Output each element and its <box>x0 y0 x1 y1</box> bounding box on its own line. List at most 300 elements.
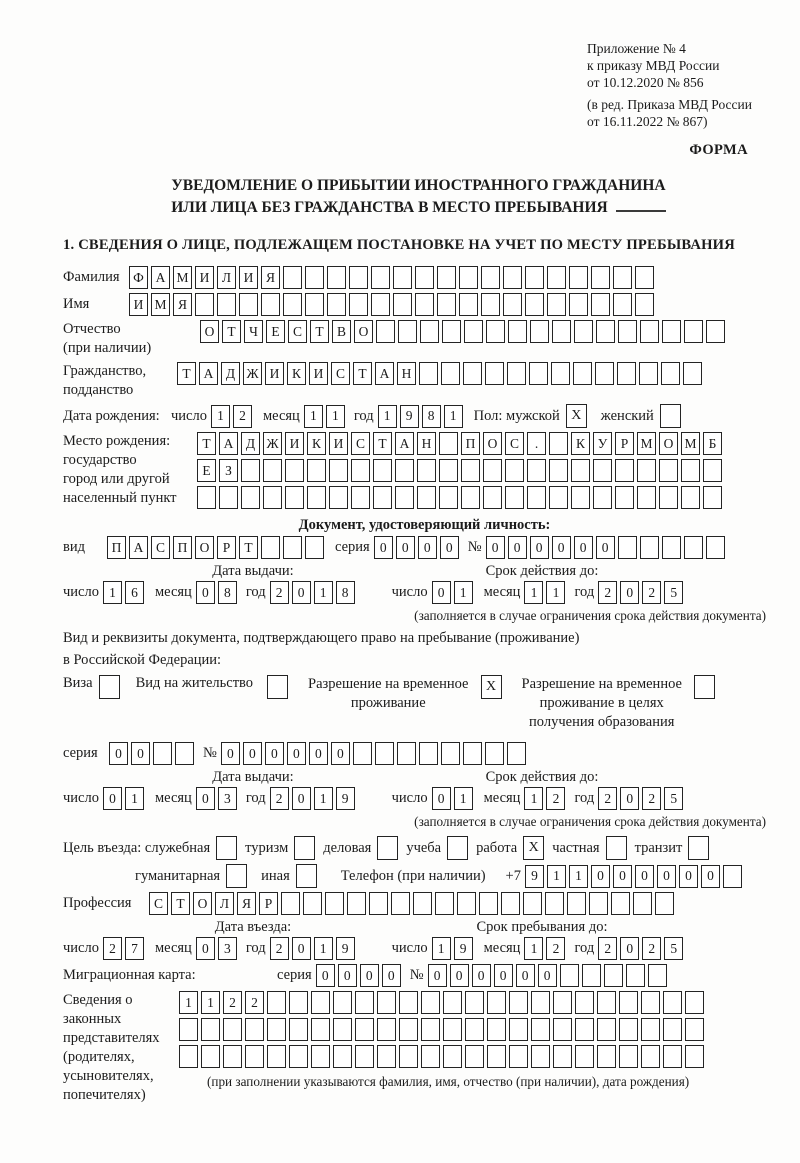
birth-place-cells-row2-cell[interactable]: Е <box>197 459 216 482</box>
profession-cells-cell[interactable] <box>435 892 454 915</box>
stay-until-day-cells-cell[interactable]: 1 <box>432 937 451 960</box>
profession-cells-cell[interactable]: Л <box>215 892 234 915</box>
given-name-cells-cell[interactable]: И <box>129 293 148 316</box>
profession-cells-cell[interactable] <box>567 892 586 915</box>
doc-validity-year-cells-cell[interactable]: 0 <box>620 581 639 604</box>
legal-representatives-cells-row2-cell[interactable] <box>641 1018 660 1041</box>
birth-place-cells-row2-cell[interactable] <box>637 459 656 482</box>
temp-residence-education-checkbox[interactable] <box>694 675 715 699</box>
birth-place-cells-row1-cell[interactable]: Т <box>373 432 392 455</box>
birth-place-cells-row1-cell[interactable]: О <box>659 432 678 455</box>
legal-representatives-cells-row2-cell[interactable] <box>509 1018 528 1041</box>
permit-issue-year-cells-cell[interactable]: 9 <box>336 787 355 810</box>
entry-year-cells-cell[interactable]: 9 <box>336 937 355 960</box>
patronymic-cells-cell[interactable] <box>596 320 615 343</box>
surname-cells-cell[interactable] <box>437 266 456 289</box>
legal-representatives-cells-row1-cell[interactable] <box>597 991 616 1014</box>
given-name-cells-cell[interactable] <box>525 293 544 316</box>
doc-type-cells-cell[interactable] <box>283 536 302 559</box>
phone-cells-cell[interactable]: 1 <box>569 865 588 888</box>
doc-series-cells-cell[interactable]: 0 <box>440 536 459 559</box>
doc-type-cells-cell[interactable]: О <box>195 536 214 559</box>
birth-place-cells-row3-cell[interactable] <box>571 486 590 509</box>
profession-cells-cell[interactable]: С <box>149 892 168 915</box>
doc-issue-year-cells-cell[interactable]: 8 <box>336 581 355 604</box>
birth-place-cells-row1-cell[interactable]: К <box>307 432 326 455</box>
phone-cells-cell[interactable]: 0 <box>635 865 654 888</box>
citizenship-cells-cell[interactable] <box>507 362 526 385</box>
legal-representatives-cells-row1-cell[interactable]: 1 <box>179 991 198 1014</box>
citizenship-cells-cell[interactable] <box>441 362 460 385</box>
legal-representatives-cells-row1-cell[interactable] <box>399 991 418 1014</box>
surname-cells-cell[interactable] <box>349 266 368 289</box>
birth-place-cells-row2-cell[interactable] <box>593 459 612 482</box>
legal-representatives-cells-row2-cell[interactable] <box>421 1018 440 1041</box>
legal-representatives-cells-row2-cell[interactable] <box>245 1018 264 1041</box>
entry-month-cells-cell[interactable]: 0 <box>196 937 215 960</box>
purpose-humanitarian-checkbox[interactable] <box>226 864 247 888</box>
migration-number-cells-cell[interactable] <box>582 964 601 987</box>
legal-representatives-cells-row3-cell[interactable] <box>201 1045 220 1068</box>
birth-place-cells-row3-cell[interactable] <box>615 486 634 509</box>
surname-cells-cell[interactable] <box>503 266 522 289</box>
birth-place-cells-row3-cell[interactable] <box>593 486 612 509</box>
migration-number-cells-cell[interactable]: 0 <box>450 964 469 987</box>
birth-place-cells-row2-cell[interactable] <box>615 459 634 482</box>
profession-cells-cell[interactable]: Я <box>237 892 256 915</box>
doc-number-cells-cell[interactable] <box>706 536 725 559</box>
profession-cells-cell[interactable] <box>479 892 498 915</box>
profession-cells-cell[interactable] <box>611 892 630 915</box>
birth-place-cells-row2-cell[interactable] <box>549 459 568 482</box>
migration-number-cells-cell[interactable]: 0 <box>516 964 535 987</box>
permit-number-cells-cell[interactable]: 0 <box>243 742 262 765</box>
doc-issue-day-cells-cell[interactable]: 1 <box>103 581 122 604</box>
profession-cells-cell[interactable] <box>281 892 300 915</box>
citizenship-cells-cell[interactable] <box>683 362 702 385</box>
patronymic-cells-cell[interactable] <box>376 320 395 343</box>
permit-validity-month-cells-cell[interactable]: 1 <box>524 787 543 810</box>
birth-place-cells-row3-cell[interactable] <box>483 486 502 509</box>
doc-type-cells-cell[interactable] <box>305 536 324 559</box>
entry-year-cells-cell[interactable]: 0 <box>292 937 311 960</box>
legal-representatives-cells-row1-cell[interactable] <box>443 991 462 1014</box>
legal-representatives-cells-row2-cell[interactable] <box>619 1018 638 1041</box>
permit-series-cells-cell[interactable]: 0 <box>109 742 128 765</box>
birth-place-cells-row2-cell[interactable] <box>307 459 326 482</box>
doc-issue-month-cells-cell[interactable]: 0 <box>196 581 215 604</box>
birth-place-cells-row3-cell[interactable] <box>681 486 700 509</box>
given-name-cells-cell[interactable] <box>239 293 258 316</box>
birth-place-cells-row3-cell[interactable] <box>527 486 546 509</box>
patronymic-cells-cell[interactable] <box>398 320 417 343</box>
patronymic-cells-cell[interactable]: В <box>332 320 351 343</box>
birth-year-cells-cell[interactable]: 1 <box>378 405 397 428</box>
legal-representatives-cells-row3-cell[interactable] <box>421 1045 440 1068</box>
patronymic-cells-cell[interactable] <box>618 320 637 343</box>
citizenship-cells-cell[interactable]: С <box>331 362 350 385</box>
surname-cells-cell[interactable] <box>305 266 324 289</box>
surname-cells-cell[interactable] <box>481 266 500 289</box>
legal-representatives-cells-row2-cell[interactable] <box>575 1018 594 1041</box>
purpose-tourism-checkbox[interactable] <box>294 836 315 860</box>
doc-validity-month-cells-cell[interactable]: 1 <box>546 581 565 604</box>
phone-cells-cell[interactable]: 0 <box>613 865 632 888</box>
permit-number-cells-cell[interactable]: 0 <box>331 742 350 765</box>
legal-representatives-cells-row2-cell[interactable] <box>267 1018 286 1041</box>
stay-until-day-cells-cell[interactable]: 9 <box>454 937 473 960</box>
permit-validity-year-cells-cell[interactable]: 5 <box>664 787 683 810</box>
doc-validity-day-cells-cell[interactable]: 0 <box>432 581 451 604</box>
permit-issue-month-cells-cell[interactable]: 0 <box>196 787 215 810</box>
surname-cells-cell[interactable] <box>459 266 478 289</box>
legal-representatives-cells-row3-cell[interactable] <box>223 1045 242 1068</box>
birth-place-cells-row1-cell[interactable]: А <box>395 432 414 455</box>
surname-cells-cell[interactable] <box>525 266 544 289</box>
birth-place-cells-row2-cell[interactable] <box>439 459 458 482</box>
patronymic-cells-cell[interactable] <box>530 320 549 343</box>
permit-number-cells-cell[interactable] <box>507 742 526 765</box>
surname-cells-cell[interactable] <box>393 266 412 289</box>
patronymic-cells-cell[interactable]: Т <box>310 320 329 343</box>
given-name-cells-cell[interactable] <box>283 293 302 316</box>
legal-representatives-cells-row3-cell[interactable] <box>333 1045 352 1068</box>
doc-validity-year-cells-cell[interactable]: 2 <box>642 581 661 604</box>
legal-representatives-cells-row3-cell[interactable] <box>377 1045 396 1068</box>
given-name-cells-cell[interactable] <box>635 293 654 316</box>
legal-representatives-cells-row2-cell[interactable] <box>399 1018 418 1041</box>
birth-place-cells-row1-cell[interactable]: У <box>593 432 612 455</box>
patronymic-cells-cell[interactable] <box>552 320 571 343</box>
birth-place-cells-row3-cell[interactable] <box>659 486 678 509</box>
birth-place-cells-row1-cell[interactable]: А <box>219 432 238 455</box>
migration-number-cells-cell[interactable] <box>560 964 579 987</box>
permit-number-cells-cell[interactable] <box>353 742 372 765</box>
legal-representatives-cells-row1-cell[interactable] <box>685 991 704 1014</box>
migration-series-cells-cell[interactable]: 0 <box>316 964 335 987</box>
citizenship-cells-cell[interactable] <box>595 362 614 385</box>
purpose-work-checkbox[interactable]: Х <box>523 836 544 860</box>
legal-representatives-cells-row2-cell[interactable] <box>443 1018 462 1041</box>
birth-place-cells-row1-cell[interactable]: О <box>483 432 502 455</box>
stay-until-year-cells-cell[interactable]: 2 <box>642 937 661 960</box>
permit-validity-day-cells-cell[interactable]: 1 <box>454 787 473 810</box>
permit-number-cells-cell[interactable]: 0 <box>221 742 240 765</box>
phone-cells-cell[interactable]: 0 <box>701 865 720 888</box>
legal-representatives-cells-row3-cell[interactable] <box>531 1045 550 1068</box>
birth-place-cells-row1-cell[interactable]: Ж <box>263 432 282 455</box>
doc-series-cells-cell[interactable]: 0 <box>396 536 415 559</box>
given-name-cells-cell[interactable] <box>415 293 434 316</box>
legal-representatives-cells-row3-cell[interactable] <box>245 1045 264 1068</box>
legal-representatives-cells-row1-cell[interactable]: 2 <box>245 991 264 1014</box>
migration-series-cells-cell[interactable]: 0 <box>338 964 357 987</box>
legal-representatives-cells-row3-cell[interactable] <box>619 1045 638 1068</box>
legal-representatives-cells-row2-cell[interactable] <box>223 1018 242 1041</box>
birth-place-cells-row1-cell[interactable]: П <box>461 432 480 455</box>
phone-cells-cell[interactable]: 0 <box>591 865 610 888</box>
permit-number-cells-cell[interactable] <box>441 742 460 765</box>
migration-number-cells-cell[interactable]: 0 <box>428 964 447 987</box>
legal-representatives-cells-row2-cell[interactable] <box>487 1018 506 1041</box>
citizenship-cells-cell[interactable] <box>529 362 548 385</box>
patronymic-cells-cell[interactable] <box>640 320 659 343</box>
citizenship-cells-cell[interactable]: Т <box>177 362 196 385</box>
legal-representatives-cells-row3-cell[interactable] <box>465 1045 484 1068</box>
temp-residence-checkbox[interactable]: Х <box>481 675 502 699</box>
birth-year-cells-cell[interactable]: 8 <box>422 405 441 428</box>
legal-representatives-cells-row2-cell[interactable] <box>289 1018 308 1041</box>
purpose-private-checkbox[interactable] <box>606 836 627 860</box>
birth-place-cells-row1-cell[interactable]: Н <box>417 432 436 455</box>
entry-year-cells-cell[interactable]: 2 <box>270 937 289 960</box>
legal-representatives-cells-row1-cell[interactable] <box>421 991 440 1014</box>
patronymic-cells-cell[interactable]: О <box>354 320 373 343</box>
doc-validity-year-cells-cell[interactable]: 5 <box>664 581 683 604</box>
birth-place-cells-row1-cell[interactable]: Д <box>241 432 260 455</box>
citizenship-cells-cell[interactable] <box>485 362 504 385</box>
profession-cells-cell[interactable] <box>589 892 608 915</box>
surname-cells-cell[interactable] <box>547 266 566 289</box>
citizenship-cells-cell[interactable] <box>661 362 680 385</box>
patronymic-cells-cell[interactable]: Ч <box>244 320 263 343</box>
surname-cells-cell[interactable]: Л <box>217 266 236 289</box>
doc-type-cells-cell[interactable]: П <box>107 536 126 559</box>
entry-year-cells-cell[interactable]: 1 <box>314 937 333 960</box>
citizenship-cells-cell[interactable]: А <box>375 362 394 385</box>
doc-number-cells-cell[interactable]: 0 <box>574 536 593 559</box>
permit-issue-day-cells-cell[interactable]: 1 <box>125 787 144 810</box>
surname-cells-cell[interactable] <box>591 266 610 289</box>
citizenship-cells-cell[interactable] <box>463 362 482 385</box>
given-name-cells-cell[interactable] <box>481 293 500 316</box>
legal-representatives-cells-row1-cell[interactable] <box>289 991 308 1014</box>
legal-representatives-cells-row3-cell[interactable] <box>509 1045 528 1068</box>
legal-representatives-cells-row1-cell[interactable] <box>487 991 506 1014</box>
permit-number-cells-cell[interactable] <box>375 742 394 765</box>
profession-cells-cell[interactable]: Т <box>171 892 190 915</box>
birth-place-cells-row2-cell[interactable] <box>527 459 546 482</box>
permit-number-cells-cell[interactable] <box>419 742 438 765</box>
birth-place-cells-row2-cell[interactable] <box>395 459 414 482</box>
patronymic-cells-cell[interactable] <box>464 320 483 343</box>
birth-place-cells-row1-cell[interactable]: И <box>285 432 304 455</box>
doc-number-cells-cell[interactable]: 0 <box>486 536 505 559</box>
doc-issue-year-cells-cell[interactable]: 1 <box>314 581 333 604</box>
given-name-cells-cell[interactable] <box>349 293 368 316</box>
patronymic-cells-cell[interactable] <box>706 320 725 343</box>
birth-place-cells-row3-cell[interactable] <box>373 486 392 509</box>
surname-cells-cell[interactable]: И <box>195 266 214 289</box>
surname-cells-cell[interactable]: И <box>239 266 258 289</box>
birth-place-cells-row2-cell[interactable] <box>263 459 282 482</box>
permit-series-cells-cell[interactable] <box>153 742 172 765</box>
legal-representatives-cells-row3-cell[interactable] <box>553 1045 572 1068</box>
permit-series-cells-cell[interactable] <box>175 742 194 765</box>
legal-representatives-cells-row1-cell[interactable] <box>311 991 330 1014</box>
surname-cells-cell[interactable] <box>569 266 588 289</box>
citizenship-cells-cell[interactable]: А <box>199 362 218 385</box>
birth-place-cells-row1-cell[interactable]: К <box>571 432 590 455</box>
legal-representatives-cells-row3-cell[interactable] <box>487 1045 506 1068</box>
migration-series-cells-cell[interactable]: 0 <box>360 964 379 987</box>
residence-permit-checkbox[interactable] <box>267 675 288 699</box>
doc-number-cells-cell[interactable] <box>618 536 637 559</box>
birth-place-cells-row3-cell[interactable] <box>307 486 326 509</box>
purpose-official-checkbox[interactable] <box>216 836 237 860</box>
migration-number-cells-cell[interactable]: 0 <box>472 964 491 987</box>
permit-number-cells-cell[interactable] <box>485 742 504 765</box>
permit-number-cells-cell[interactable] <box>463 742 482 765</box>
entry-day-cells-cell[interactable]: 7 <box>125 937 144 960</box>
surname-cells-cell[interactable]: А <box>151 266 170 289</box>
doc-validity-month-cells-cell[interactable]: 1 <box>524 581 543 604</box>
birth-place-cells-row1-cell[interactable]: И <box>329 432 348 455</box>
doc-number-cells-cell[interactable]: 0 <box>508 536 527 559</box>
gender-female-checkbox[interactable] <box>660 404 681 428</box>
legal-representatives-cells-row2-cell[interactable] <box>179 1018 198 1041</box>
legal-representatives-cells-row3-cell[interactable] <box>575 1045 594 1068</box>
legal-representatives-cells-row1-cell[interactable] <box>619 991 638 1014</box>
permit-number-cells-cell[interactable]: 0 <box>309 742 328 765</box>
patronymic-cells-cell[interactable]: Е <box>266 320 285 343</box>
purpose-study-checkbox[interactable] <box>447 836 468 860</box>
profession-cells-cell[interactable] <box>457 892 476 915</box>
stay-until-year-cells-cell[interactable]: 5 <box>664 937 683 960</box>
legal-representatives-cells-row3-cell[interactable] <box>685 1045 704 1068</box>
doc-number-cells-cell[interactable] <box>662 536 681 559</box>
birth-place-cells-row3-cell[interactable] <box>219 486 238 509</box>
entry-day-cells-cell[interactable]: 2 <box>103 937 122 960</box>
given-name-cells-cell[interactable] <box>569 293 588 316</box>
given-name-cells-cell[interactable] <box>393 293 412 316</box>
migration-number-cells-cell[interactable]: 0 <box>538 964 557 987</box>
profession-cells-cell[interactable] <box>391 892 410 915</box>
birth-place-cells-row2-cell[interactable] <box>351 459 370 482</box>
permit-number-cells-cell[interactable]: 0 <box>287 742 306 765</box>
birth-place-cells-row1-cell[interactable]: Т <box>197 432 216 455</box>
given-name-cells-cell[interactable] <box>217 293 236 316</box>
birth-place-cells-row2-cell[interactable] <box>285 459 304 482</box>
doc-number-cells-cell[interactable]: 0 <box>530 536 549 559</box>
citizenship-cells-cell[interactable]: Т <box>353 362 372 385</box>
legal-representatives-cells-row2-cell[interactable] <box>531 1018 550 1041</box>
legal-representatives-cells-row1-cell[interactable] <box>333 991 352 1014</box>
legal-representatives-cells-row1-cell[interactable] <box>465 991 484 1014</box>
doc-number-cells-cell[interactable] <box>684 536 703 559</box>
birth-place-cells-row1-cell[interactable]: М <box>637 432 656 455</box>
birth-place-cells-row3-cell[interactable] <box>549 486 568 509</box>
citizenship-cells-cell[interactable] <box>551 362 570 385</box>
surname-cells-cell[interactable] <box>371 266 390 289</box>
citizenship-cells-cell[interactable] <box>639 362 658 385</box>
legal-representatives-cells-row1-cell[interactable] <box>641 991 660 1014</box>
birth-place-cells-row2-cell[interactable] <box>703 459 722 482</box>
surname-cells-cell[interactable] <box>613 266 632 289</box>
patronymic-cells-cell[interactable] <box>508 320 527 343</box>
legal-representatives-cells-row2-cell[interactable] <box>377 1018 396 1041</box>
birth-place-cells-row1-cell[interactable]: Б <box>703 432 722 455</box>
legal-representatives-cells-row1-cell[interactable] <box>553 991 572 1014</box>
permit-issue-year-cells-cell[interactable]: 1 <box>314 787 333 810</box>
birth-place-cells-row1-cell[interactable]: . <box>527 432 546 455</box>
profession-cells-cell[interactable] <box>347 892 366 915</box>
birth-place-cells-row3-cell[interactable] <box>637 486 656 509</box>
legal-representatives-cells-row3-cell[interactable] <box>641 1045 660 1068</box>
permit-issue-month-cells-cell[interactable]: 3 <box>218 787 237 810</box>
patronymic-cells-cell[interactable] <box>574 320 593 343</box>
legal-representatives-cells-row1-cell[interactable] <box>267 991 286 1014</box>
profession-cells-cell[interactable] <box>633 892 652 915</box>
birth-place-cells-row1-cell[interactable]: Р <box>615 432 634 455</box>
profession-cells-cell[interactable]: Р <box>259 892 278 915</box>
birth-year-cells-cell[interactable]: 9 <box>400 405 419 428</box>
visa-checkbox[interactable] <box>99 675 120 699</box>
surname-cells-cell[interactable] <box>635 266 654 289</box>
doc-type-cells-cell[interactable]: П <box>173 536 192 559</box>
doc-issue-year-cells-cell[interactable]: 0 <box>292 581 311 604</box>
citizenship-cells-cell[interactable] <box>617 362 636 385</box>
surname-cells-cell[interactable] <box>415 266 434 289</box>
purpose-other-checkbox[interactable] <box>296 864 317 888</box>
birth-place-cells-row1-cell[interactable] <box>439 432 458 455</box>
legal-representatives-cells-row1-cell[interactable] <box>509 991 528 1014</box>
permit-validity-month-cells-cell[interactable]: 2 <box>546 787 565 810</box>
doc-number-cells-cell[interactable]: 0 <box>596 536 615 559</box>
citizenship-cells-cell[interactable]: К <box>287 362 306 385</box>
citizenship-cells-cell[interactable]: И <box>309 362 328 385</box>
stay-until-year-cells-cell[interactable]: 0 <box>620 937 639 960</box>
birth-place-cells-row3-cell[interactable] <box>241 486 260 509</box>
legal-representatives-cells-row1-cell[interactable]: 2 <box>223 991 242 1014</box>
birth-place-cells-row2-cell[interactable] <box>659 459 678 482</box>
legal-representatives-cells-row1-cell[interactable] <box>377 991 396 1014</box>
birth-place-cells-row3-cell[interactable] <box>461 486 480 509</box>
doc-type-cells-cell[interactable]: С <box>151 536 170 559</box>
legal-representatives-cells-row2-cell[interactable] <box>465 1018 484 1041</box>
given-name-cells-cell[interactable] <box>371 293 390 316</box>
birth-place-cells-row1-cell[interactable]: М <box>681 432 700 455</box>
phone-cells-cell[interactable] <box>723 865 742 888</box>
legal-representatives-cells-row3-cell[interactable] <box>399 1045 418 1068</box>
profession-cells-cell[interactable] <box>303 892 322 915</box>
legal-representatives-cells-row2-cell[interactable] <box>663 1018 682 1041</box>
stay-until-month-cells-cell[interactable]: 2 <box>546 937 565 960</box>
birth-month-cells-cell[interactable]: 1 <box>326 405 345 428</box>
doc-validity-day-cells-cell[interactable]: 1 <box>454 581 473 604</box>
migration-number-cells-cell[interactable] <box>626 964 645 987</box>
given-name-cells-cell[interactable] <box>327 293 346 316</box>
birth-year-cells-cell[interactable]: 1 <box>444 405 463 428</box>
permit-series-cells-cell[interactable]: 0 <box>131 742 150 765</box>
stay-until-month-cells-cell[interactable]: 1 <box>524 937 543 960</box>
doc-type-cells-cell[interactable] <box>261 536 280 559</box>
legal-representatives-cells-row2-cell[interactable] <box>597 1018 616 1041</box>
legal-representatives-cells-row2-cell[interactable] <box>355 1018 374 1041</box>
given-name-cells-cell[interactable] <box>591 293 610 316</box>
migration-number-cells-cell[interactable] <box>604 964 623 987</box>
legal-representatives-cells-row2-cell[interactable] <box>201 1018 220 1041</box>
given-name-cells-cell[interactable] <box>261 293 280 316</box>
surname-cells-cell[interactable] <box>327 266 346 289</box>
birth-place-cells-row2-cell[interactable] <box>681 459 700 482</box>
legal-representatives-cells-row1-cell[interactable] <box>355 991 374 1014</box>
citizenship-cells-cell[interactable] <box>419 362 438 385</box>
surname-cells-cell[interactable] <box>283 266 302 289</box>
permit-validity-day-cells-cell[interactable]: 0 <box>432 787 451 810</box>
patronymic-cells-cell[interactable] <box>420 320 439 343</box>
migration-number-cells-cell[interactable] <box>648 964 667 987</box>
